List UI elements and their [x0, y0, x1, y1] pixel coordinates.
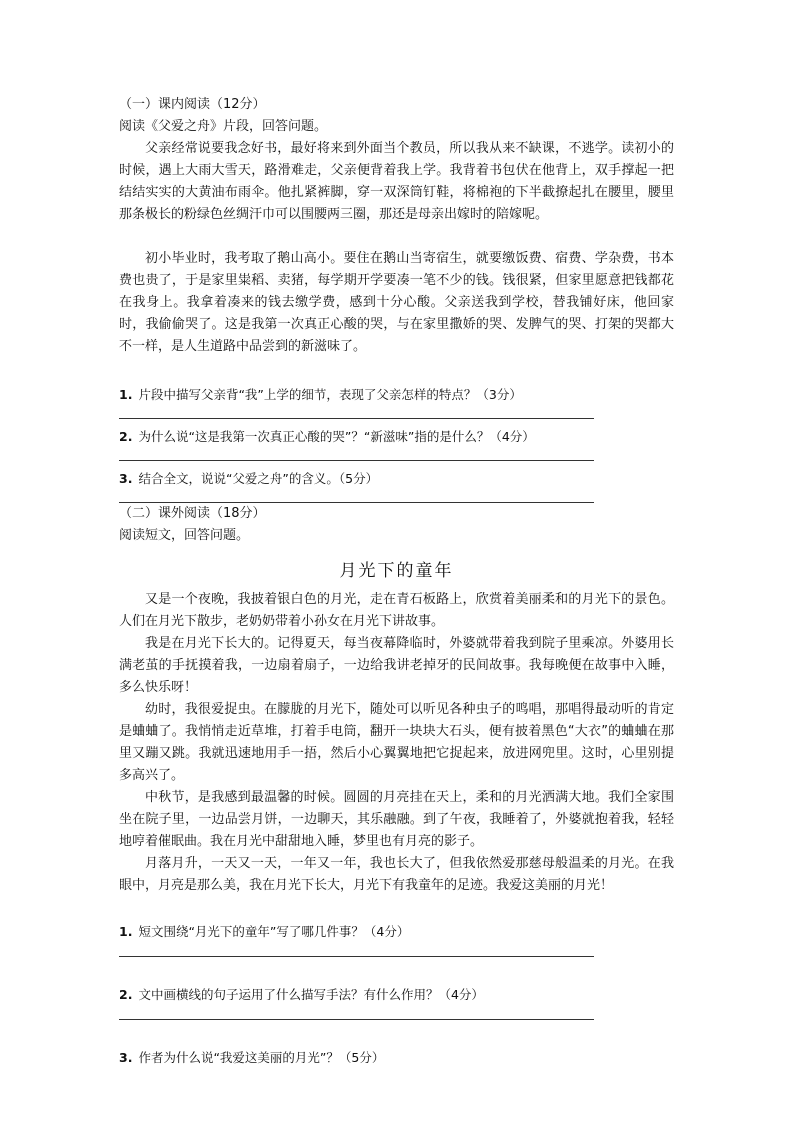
- worksheet-page: [119, 94, 674, 1068]
- question-text: 作者为什么说“我爱这美丽的月光”？（5分）: [138, 1050, 385, 1065]
- question-number: 2.: [119, 429, 133, 444]
- section1-paragraph-1: 父亲经常说要我念好书，最好将来到外面当个教员，所以我从来不缺课，不逃学。读初小的时候，遇上大雨大雪天，路滑难走，父亲便背着我上学。我背着书包伏在他背上，双手撑起一把结结实实的大黄油布雨伞。他扎紧裤脚，穿一双深筒钉鞋，将棉袍的下半截撩起扎在腰里，腰里那条极长的粉绿色丝绸汗巾可以围腰两三圈，那还是母亲出嫁时的陪嫁呢。: [119, 141, 674, 222]
- section1-question-2: [119, 427, 674, 447]
- section2-paragraph-1: 又是一个夜晚，我披着银白色的月光，走在青石板路上，欣赏着美丽柔和的月光下的景色。人们在月光下散步，老奶奶带着小孙女在月光下讲故事。: [119, 592, 674, 629]
- section2-paragraph-3: 幼时，我很爱捉虫。在朦胧的月光下，随处可以听见各种虫子的鸣唱，那唱得最动听的肯定是蛐蛐了。我悄悄走近草堆，打着手电筒，翻开一块块大石头，便有披着黑色“大衣”的蛐蛐在那里又蹦又跳。我就迅速地用手一捂，然后小心翼翼地把它捉起来，放进网兜里。这时，心里别提多高兴了。: [119, 702, 674, 783]
- question-text: 结合全文，说说“父爱之舟”的含义。（5分）: [138, 471, 379, 486]
- question-number: 2.: [119, 987, 133, 1002]
- section2-question-1: [119, 922, 674, 942]
- question-text: 片段中描写父亲背“我”上学的细节，表现了父亲怎样的特点？（3分）: [138, 387, 522, 402]
- answer-line[interactable]: [119, 405, 594, 419]
- section1-instruction: 阅读《父爱之舟》片段，回答问题。: [119, 119, 328, 134]
- section1-question-3: [119, 469, 674, 489]
- question-text: 为什么说“这是我第一次真正心酸的哭”？“新滋味”指的是什么？（4分）: [138, 429, 535, 444]
- question-number: 1.: [119, 387, 133, 402]
- answer-line[interactable]: [119, 489, 594, 503]
- section2-question-2: [119, 985, 674, 1005]
- question-text: 文中画横线的句子运用了什么描写手法？有什么作用？（4分）: [138, 987, 484, 1002]
- answer-line[interactable]: [119, 942, 594, 957]
- section2-paragraph-2: 我是在月光下长大的。记得夏天，每当夜幕降临时，外婆就带着我到院子里乘凉。外婆用长满老茧的手抚摸着我，一边扇着扇子，一边给我讲老掉牙的民间故事。我每晚便在故事中入睡，多么快乐呀！: [119, 636, 674, 695]
- article-title: 月光下的童年: [339, 561, 454, 581]
- section2-paragraph-5: 月落月升，一天又一天，一年又一年，我也长大了，但我依然爱那慈母般温柔的月光。在我眼中，月亮是那么美，我在月光下长大，月光下有我童年的足迹。我爱这美丽的月光！: [119, 856, 674, 893]
- section2-question-3: [119, 1048, 674, 1068]
- spacer: [119, 358, 674, 385]
- section2-instruction: 阅读短文，回答问题。: [119, 528, 250, 543]
- answer-line[interactable]: [119, 447, 594, 461]
- question-number: 3.: [119, 471, 133, 486]
- answer-line[interactable]: [119, 1005, 594, 1020]
- question-number: 1.: [119, 924, 133, 939]
- section1-paragraph-2: 初小毕业时，我考取了鹅山高小。要住在鹅山当寄宿生，就要缴饭费、宿费、学杂费，书本费也贵了，于是家里粜稻、卖猪，每学期开学要凑一笔不少的钱。钱很紧，但家里愿意把钱都花在我身上。我拿着凑来的钱去缴学费，感到十分心酸。父亲送我到学校，替我铺好床，他回家时，我偷偷哭了。这是我第一次真正心酸的哭，与在家里撒娇的哭、发脾气的哭、打架的哭都大不一样，是人生道路中品尝到的新滋味了。: [119, 251, 674, 354]
- section1-question-1: [119, 385, 674, 405]
- question-text: 短文围绕“月光下的童年”写了哪几件事？（4分）: [138, 924, 410, 939]
- section2-heading: （二）课外阅读（18分）: [119, 506, 266, 521]
- section1-heading: （一）课内阅读（12分）: [119, 97, 266, 112]
- section2-paragraph-4: 中秋节，是我感到最温馨的时候。圆圆的月亮挂在天上，柔和的月光洒满大地。我们全家围坐在院子里，一边品尝月饼，一边聊天，其乐融融。到了午夜，我睡着了，外婆就抱着我，轻轻地哼着催眠曲。我在月光中甜甜地入睡，梦里也有月亮的影子。: [119, 790, 674, 849]
- question-number: 3.: [119, 1050, 133, 1065]
